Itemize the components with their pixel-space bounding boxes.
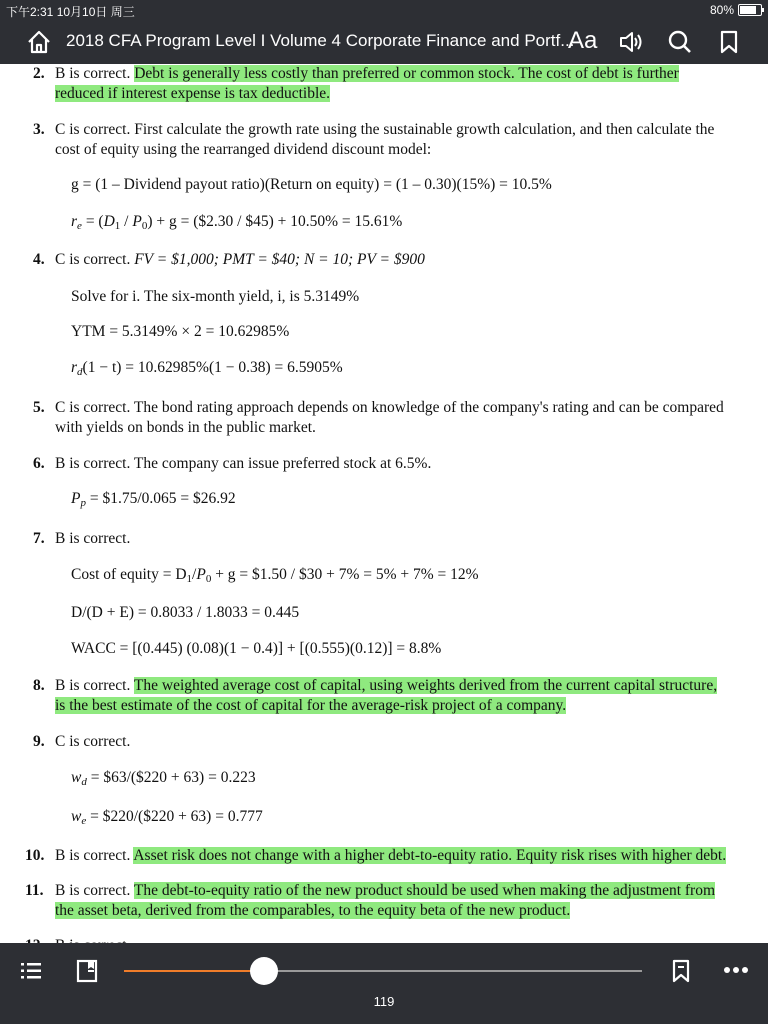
highlighted-text[interactable]: is the best estimate of the cost of capital for the average-risk project of a company. <box>55 697 567 714</box>
battery-icon <box>738 4 762 16</box>
answer-item <box>25 846 753 866</box>
answer-text: C is correct. <box>55 733 131 750</box>
answer-number: 9. <box>33 733 45 750</box>
answer-lead: B is correct. <box>55 677 134 694</box>
answer-text: with yields on bonds in the public market. <box>55 419 316 436</box>
page-progress-slider[interactable] <box>124 970 642 972</box>
answer-number: 5. <box>33 399 45 416</box>
page-content <box>0 64 768 942</box>
equity-weight-formula: $w_e$ = $220/($220 + 63) = 0.777 <box>71 808 263 827</box>
book-title: 2018 CFA Program Level I Volume 4 Corporate Finance and Portf... <box>66 31 575 50</box>
answer-text: C is correct. <box>55 251 131 268</box>
answer-item <box>33 529 753 549</box>
wacc-formula: WACC = [(0.445) (0.08)(1 − 0.4)] + [(0.555)(0.12)] = 8.8% <box>71 640 442 657</box>
answer-lead: B is correct. <box>55 847 134 864</box>
answer-number: 7. <box>33 530 45 547</box>
answer-number: 3. <box>33 121 45 138</box>
bookmark-icon[interactable] <box>716 29 742 55</box>
answer-text: B is correct. <box>55 530 131 547</box>
answer-item <box>33 250 753 270</box>
answer-item <box>25 881 753 921</box>
answer-item <box>33 120 753 160</box>
bookmarks-list-icon[interactable] <box>670 959 692 983</box>
cost-of-equity-formula: Cost of equity = $D_1/P_0 + g$ = $1.50 / $30 + 7% = 5% + 7% = 12% <box>71 566 479 585</box>
battery-indicator <box>710 3 762 17</box>
status-time: 下午2:31 10月10日 周三 <box>6 5 135 19</box>
given-values: FV = $1,000; PMT = $40; N = 10; PV = $900 <box>134 251 425 268</box>
debt-weight-formula: $w_d$ = $63/($220 + 63) = 0.223 <box>71 769 256 788</box>
answer-number: 4. <box>33 251 45 268</box>
search-icon[interactable] <box>667 29 693 55</box>
highlighted-text[interactable]: reduced if interest expense is tax deductible. <box>55 85 331 102</box>
answer-text: B is correct. The company can issue preferred stock at 6.5%. <box>55 455 432 472</box>
notes-icon[interactable] <box>76 959 98 983</box>
ytm-formula: YTM = 5.3149% × 2 = 10.62985% <box>71 323 290 340</box>
battery-percent: 80% <box>709 3 734 17</box>
read-aloud-icon[interactable] <box>618 29 644 55</box>
answer-lead: B is correct. <box>55 65 135 82</box>
answer-lead: B is correct. <box>55 882 134 899</box>
more-options-icon[interactable] <box>724 966 748 974</box>
reader-toolbar <box>0 943 768 1024</box>
reader-nav-bar <box>0 20 768 64</box>
answer-number: 8. <box>33 677 45 694</box>
debt-weight-formula: D/(D + E) = 0.8033 / 1.8033 = 0.445 <box>71 604 300 621</box>
progress-fill <box>124 970 264 972</box>
answer-item <box>33 454 753 474</box>
page-number: 119 <box>373 994 395 1009</box>
answer-text: C is correct. The bond rating approach depends on knowledge of the company's rating and can be compared <box>55 399 724 416</box>
preferred-price-formula: $P_p$ = $1.75/0.065 = $26.92 <box>71 490 236 509</box>
answer-number: 11. <box>25 882 44 899</box>
highlighted-text[interactable]: The debt-to-equity ratio of the new product should be used when making the adjustment from <box>133 882 716 899</box>
answer-item <box>33 732 753 752</box>
home-icon[interactable] <box>26 29 52 55</box>
answer-item <box>33 398 753 438</box>
font-settings-button[interactable]: Aa <box>568 27 598 54</box>
highlighted-text[interactable]: Asset risk does not change with a higher debt-to-equity ratio. Equity risk rises with higher debt. <box>133 847 727 864</box>
table-of-contents-icon[interactable] <box>20 960 42 982</box>
highlighted-text[interactable]: The weighted average cost of capital, using weights derived from the current capital structure, <box>133 677 718 694</box>
highlighted-text[interactable]: Debt is generally less costly than preferred or common stock. The cost of debt is further <box>134 65 679 82</box>
answer-item <box>33 676 753 716</box>
answer-number: 6. <box>33 455 45 472</box>
formula-cost-of-equity: $r_e = (D_1 / P_0) + g$ = ($2.30 / $45) + 10.50% = 15.61% <box>71 213 403 232</box>
solve-text: Solve for i. The six-month yield, i, is 5.3149% <box>71 288 360 305</box>
formula-growth: g = (1 – Dividend payout ratio)(Return on equity) = (1 – 0.30)(15%) = 10.5% <box>71 176 552 193</box>
status-bar <box>0 0 768 20</box>
answer-item <box>33 64 753 104</box>
answer-number: 2. <box>33 65 45 82</box>
slider-thumb[interactable] <box>250 957 278 985</box>
answer-text: C is correct. First calculate the growth rate using the sustainable growth calculation, and then calculate the <box>55 121 715 138</box>
answer-text: cost of equity using the rearranged dividend discount model: <box>55 141 432 158</box>
highlighted-text[interactable]: the asset beta, derived from the comparables, to the equity beta of the new product. <box>55 902 571 919</box>
after-tax-cost-formula: $r_d(1 - t) = 10.62985\%(1 - 0.38) = 6.5905\%$ <box>71 359 343 378</box>
answer-number: 10. <box>25 847 45 864</box>
